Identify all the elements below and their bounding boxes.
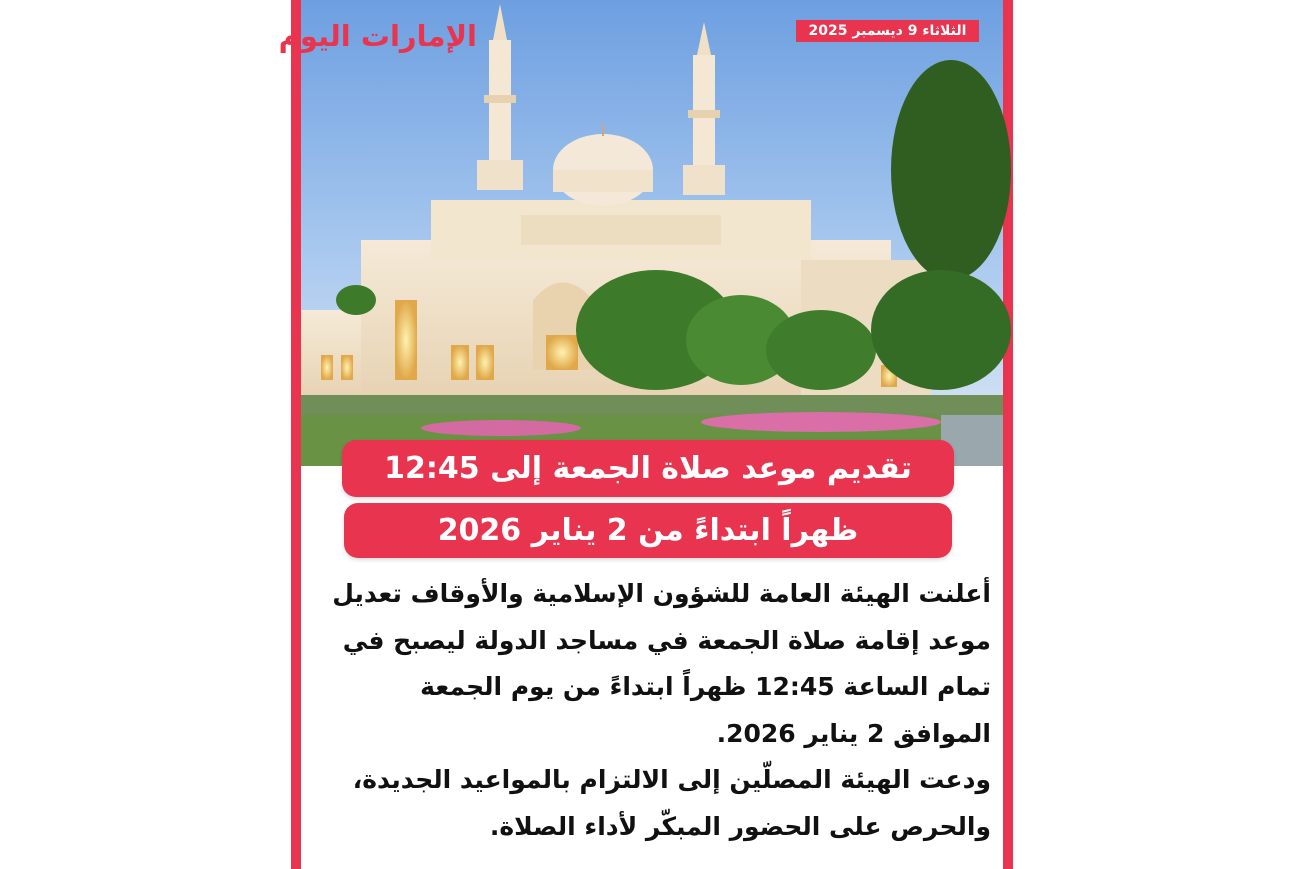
date-badge	[796, 20, 979, 42]
article-body	[315, 571, 991, 861]
headline-line-2	[344, 503, 952, 558]
headline-line-2-text: ظهراً ابتداءً من 2 يناير 2026	[437, 513, 859, 548]
body-line: ودعت الهيئة المصلّين إلى الالتزام بالمواعيد الجديدة،	[352, 765, 991, 795]
body-line: والحرص على الحضور المبكّر لأداء الصلاة.	[489, 811, 991, 841]
headline-line-1	[342, 440, 954, 497]
card-inner	[278, 0, 1003, 869]
body-line: الموافق 2 يناير 2026.	[716, 718, 991, 748]
body-line: أعلنت الهيئة العامة للشؤون الإسلامية والأوقاف تعديل	[332, 579, 991, 608]
headline-line-1-text: تقديم موعد صلاة الجمعة إلى 12:45	[384, 451, 912, 486]
body-line: تمام الساعة 12:45 ظهراً ابتداءً من يوم الجمعة	[420, 672, 991, 702]
mosque-photo	[278, 0, 1003, 466]
logo	[278, 16, 477, 56]
body-line: موعد إقامة صلاة الجمعة في مساجد الدولة ليصبح في	[342, 625, 991, 655]
date-text: الثلاثاء 9 ديسمبر 2025	[808, 23, 967, 39]
news-card	[278, 0, 1013, 869]
logo-text: الإمارات اليوم	[278, 19, 477, 53]
